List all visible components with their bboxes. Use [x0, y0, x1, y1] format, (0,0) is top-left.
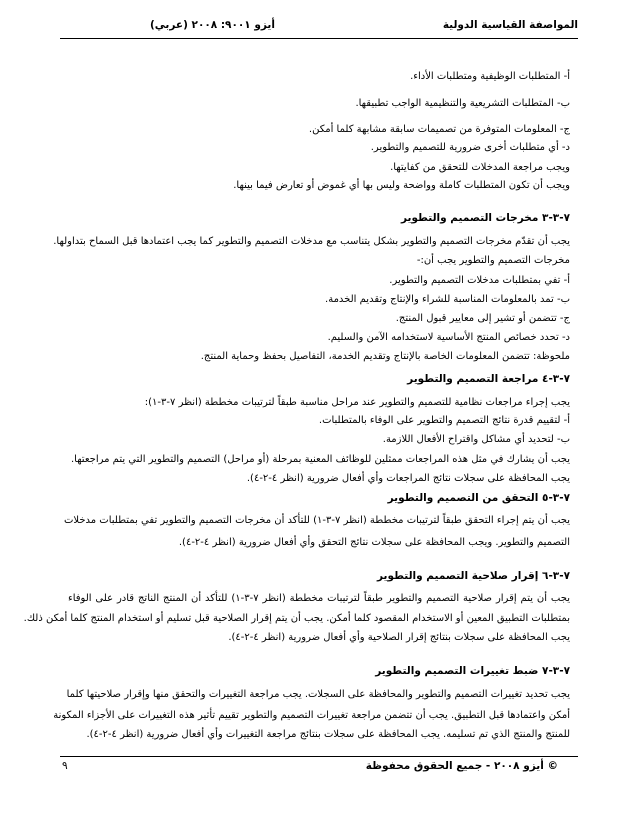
body-line: بمتطلبات التطبيق المعين أو الاستخدام المقصود كلما أمكن. يجب أن يتم إقرار الصلاحية قبل تسليم أو استخدام المنتج كلما أمكن ذلك. — [23, 613, 570, 624]
body-line: التصميم والتطوير. ويجب المحافظة على سجلات نتائج التحقق وأي أفعال ضرورية (انظر ٤-٢-٤). — [178, 537, 570, 548]
body-line: يجب أن يشارك في مثل هذه المراجعات ممثلين للوظائف المعنية بمرحلة (أو مراحل) التصميم والتطوير التي يتم مراجعتها. — [70, 454, 570, 465]
body-line: د- تحدد خصائص المنتج الأساسية لاستخدامه الآمن والسليم. — [327, 332, 570, 343]
section-heading: ٧-٣-٣ مخرجات التصميم والتطوير — [401, 212, 570, 224]
body-line: ج- تتضمن أو تشير إلى معايير قبول المنتج. — [395, 313, 570, 324]
body-line: يجب المحافظة على سجلات بنتائج إقرار الصلاحية وأي أفعال ضرورية (انظر ٤-٢-٤). — [228, 632, 570, 643]
section-heading: ٧-٣-٦ إقرار صلاحية التصميم والتطوير — [377, 570, 570, 582]
body-line: يجب تحديد تغييرات التصميم والتطوير والمحافظة على السجلات. يجب مراجعة التغييرات والتحقق منها وإقرار صلاحيتها كلما — [66, 689, 570, 700]
section-heading: ٧-٣-٥ التحقق من التصميم والتطوير — [387, 492, 570, 504]
body-line: ويجب أن تكون المتطلبات كاملة وواضحة وليس بها أي غموض أو تعارض فيما بينها. — [233, 180, 570, 191]
body-line: يجب أن تقدّم مخرجات التصميم والتطوير بشكل يتناسب مع مدخلات التصميم والتطوير كما يجب اعتمادها قبل السماح بتداولها. — [53, 236, 570, 247]
body-line: يجب إجراء مراجعات نظامية للتصميم والتطوير عند مراحل مناسبة طبقاً لترتيبات مخططة (انظر ٧-٣-١): — [144, 397, 570, 408]
body-line: أمكن واعتمادها قبل التطبيق. يجب أن تتضمن مراجعة تغييرات التصميم والتطوير تقييم تأثير هذه التغييرات على الأجزاء المكونة — [53, 710, 570, 721]
header-title: المواصفة القياسية الدولية — [442, 19, 578, 31]
body-line: ب- تمد بالمعلومات المناسبة للشراء والإنتاج وتقديم الخدمة. — [325, 294, 570, 305]
note-line: ملحوظة: تتضمن المعلومات الخاصة بالإنتاج وتقديم الخدمة، التفاصيل بحفظ وحماية المنتج. — [200, 351, 570, 362]
footer-copyright: © أيزو ٢٠٠٨ - جميع الحقوق محفوظة — [365, 760, 558, 772]
footer-rule — [60, 756, 578, 757]
body-line: يجب أن يتم إقرار صلاحية التصميم والتطوير طبقاً لترتيبات مخططة (انظر ٧-٣-١) للتأكد أن المنتج الناتج قادر على الوفاء — [68, 593, 570, 604]
page-header — [60, 14, 578, 39]
body-line: ب- المتطلبات التشريعية والتنظيمية الواجب تطبيقها. — [355, 98, 570, 109]
body-line: د- أي متطلبات أخرى ضرورية للتصميم والتطوير. — [370, 142, 570, 153]
header-standard: أيزو ٩٠٠١: ٢٠٠٨ (عربي) — [150, 19, 275, 31]
body-line: مخرجات التصميم والتطوير يجب أن:- — [416, 255, 570, 266]
body-line: يجب المحافظة على سجلات نتائج المراجعات وأي أفعال ضرورية (انظر ٤-٢-٤). — [246, 473, 570, 484]
section-heading: ٧-٣-٤ مراجعة التصميم والتطوير — [407, 373, 570, 385]
body-line: ب- لتحديد أي مشاكل واقتراح الأفعال اللازمة. — [382, 434, 570, 445]
body-line: للمنتج والمنتج الذي تم تسليمه. يجب المحافظة على سجلات بنتائج مراجعة التغييرات وأي أفعال ضرورية (انظر ٤-٢-٤). — [86, 729, 570, 740]
section-heading: ٧-٣-٧ ضبط تغييرات التصميم والتطوير — [375, 665, 570, 677]
body-line: أ- المتطلبات الوظيفية ومتطلبات الأداء. — [410, 71, 570, 82]
page-number: ٩ — [62, 760, 68, 772]
body-line: ج- المعلومات المتوفرة من تصميمات سابقة مشابهة كلما أمكن. — [308, 124, 570, 135]
body-line: ويجب مراجعة المدخلات للتحقق من كفايتها. — [390, 162, 570, 173]
body-line: يجب أن يتم إجراء التحقق طبقاً لترتيبات مخططة (انظر ٧-٣-١) للتأكد أن مخرجات التصميم والتطوير تفي بمتطلبات مدخلات — [63, 515, 570, 526]
body-line: أ- لتقييم قدرة نتائج التصميم والتطوير على الوفاء بالمتطلبات. — [318, 415, 570, 426]
body-line: أ- تفي بمتطلبات مدخلات التصميم والتطوير. — [389, 275, 570, 286]
